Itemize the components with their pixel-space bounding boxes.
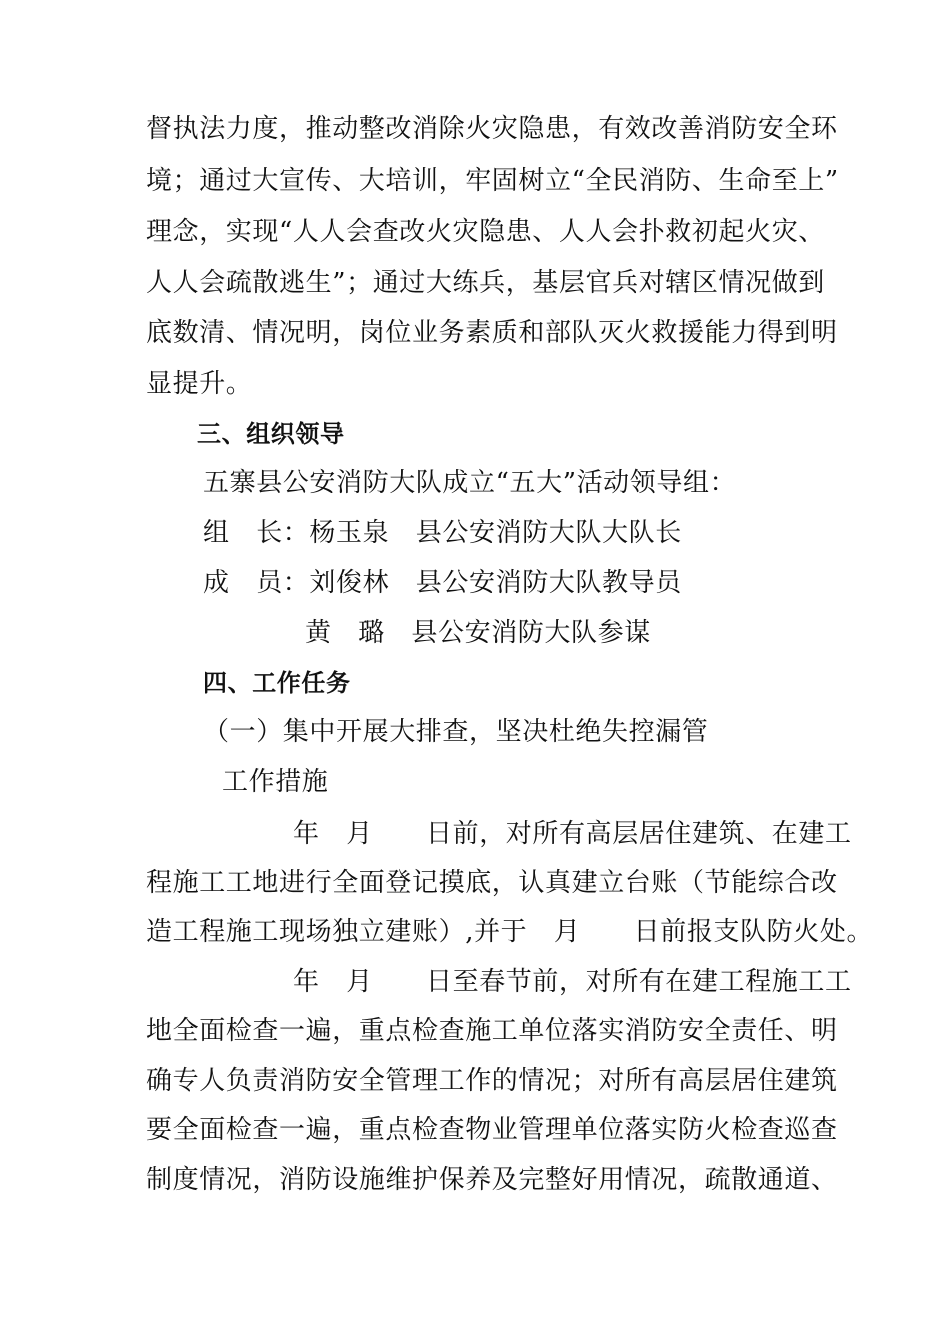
body-text-line: 年 月 日至春节前，对所有在建工程施工工	[293, 967, 852, 997]
body-text-line: 确专人负责消防安全管理工作的情况；对所有高层居住建筑	[146, 1066, 838, 1096]
body-text-line: 制度情况，消防设施维护保养及完整好用情况，疏散通道、	[146, 1165, 838, 1195]
measures-label: 工作措施	[222, 767, 329, 797]
body-text-line: 程施工工地进行全面登记摸底，认真建立台账（节能综合改	[146, 868, 838, 898]
body-text-line: 地全面检查一遍，重点检查施工单位落实消防安全责任、明	[146, 1016, 838, 1046]
leadership-intro-text: 五寨县公安消防大队成立“五大”活动领导组：	[203, 468, 737, 498]
body-text-line: 境；通过大宣传、大培训，牢固树立“全民消防、生命至上”	[146, 166, 839, 196]
section-heading-organization: 三、组织领导	[197, 420, 345, 448]
body-text-line: 要全面检查一遍，重点检查物业管理单位落实防火检查巡查	[146, 1115, 838, 1145]
body-text-line: 年 月 日前，对所有高层居住建筑、在建工	[293, 819, 852, 849]
body-text-line: 底数清、情况明，岗位业务素质和部队灭火救援能力得到明	[146, 318, 838, 348]
member-line: 黄 璐 县公安消防大队参谋	[305, 618, 651, 648]
body-text-line: 人人会疏散逃生”；通过大练兵，基层官兵对辖区情况做到	[146, 268, 825, 298]
body-text-line: 显提升。	[146, 369, 253, 399]
leader-line: 组 长：杨玉泉 县公安消防大队大队长	[203, 518, 682, 548]
body-text-line: 造工程施工现场独立建账）,并于 月 日前报支队防火处。	[146, 917, 874, 947]
subsection-heading: （一）集中开展大排查，坚决杜绝失控漏管	[203, 717, 709, 747]
member-line: 成 员：刘俊林 县公安消防大队教导员	[203, 568, 682, 598]
body-text-line: 理念，实现“人人会查改火灾隐患、人人会扑救初起火灾、	[146, 217, 825, 247]
section-heading-tasks: 四、工作任务	[203, 669, 351, 697]
body-text-line: 督执法力度，推动整改消除火灾隐患，有效改善消防安全环	[146, 114, 838, 144]
